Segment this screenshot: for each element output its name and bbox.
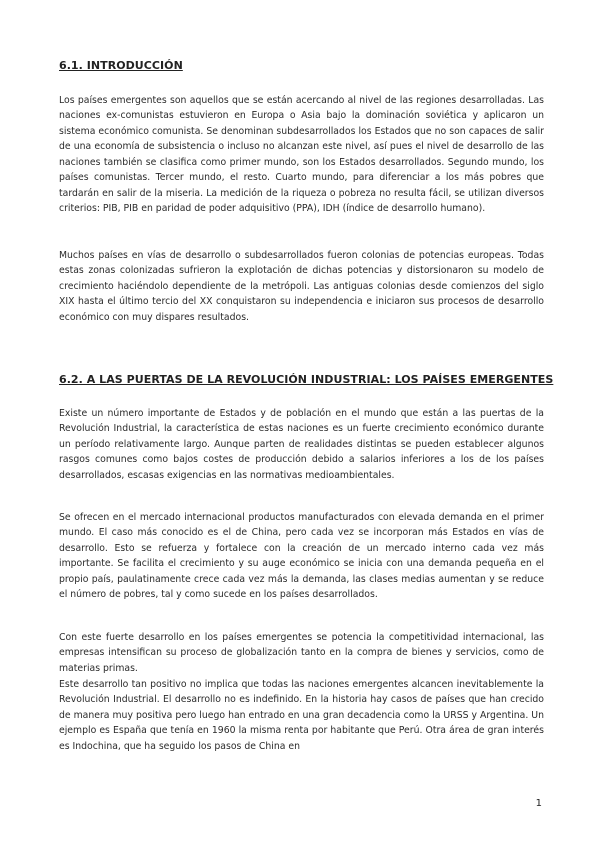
paragraph-intro-1: Los países emergentes son aquellos que se están acercando al nivel de las regiones desarrolladas. Las naciones ex-comunistas estuvieron en Europa o Asia bajo la dominación soviética y aplicaron un sistema económico comunista. Se denominan subdesarrollados los Estados que no son capaces de salir de una economía de subsistencia o incluso no alcanzan este nivel, así pues el nivel de desarrollo de las naciones también se clasifica como primer mundo, son los Estados desarrollados. Segundo mundo, los países comunistas. Tercer mundo, el resto. Cuarto mundo, para diferenciar a los más pobres que tardarán en salir de la miseria. La medición de la riqueza o pobreza no resulta fácil, se utilizan diversos criterios: PIB, PIB en paridad de poder adquisitivo (PPA), IDH (índice de desarrollo humano). — [59, 95, 544, 215]
section-heading-revolucion-industrial: 6.2. A LAS PUERTAS DE LA REVOLUCIÓN INDUSTRIAL: LOS PAÍSES EMERGENTES — [59, 373, 554, 386]
paragraph-emergentes-1: Existe un número importante de Estados y de población en el mundo que están a las puertas de la Revolución Industrial, la característica de estas naciones es un fuerte crecimiento económico durante un período relativamente largo. Aunque parten de realidades distintas se pueden establecer algunos rasgos comunes como bajos costes de producción debido a salarios inferiores a los de los países desarrollados, escasas exigencias en las normativas medioambientales. — [59, 408, 544, 481]
paragraph-emergentes-3: Con este fuerte desarrollo en los países emergentes se potencia la competitividad internacional, las empresas intensifican su proceso de globalización tanto en la compra de bienes y servicios, como de materias primas. — [59, 632, 544, 674]
paragraph-emergentes-2: Se ofrecen en el mercado internacional productos manufacturados con elevada demanda en el primer mundo. El caso más conocido es el de China, pero cada vez se incorporan más Estados en vías de desarrollo. Esto se refuerza y fortalece con la creación de un mercado interno cada vez más importante. Se facilita el crecimiento y su auge económico se inicia con una demanda pequeña en el propio país, paulatinamente crece cada vez más la demanda, las clases medias aumentan y se reduce el número de pobres, tal y como sucede en los países desarrollados. — [59, 512, 544, 601]
paragraph-emergentes-4: Este desarrollo tan positivo no implica que todas las naciones emergentes alcancen inevitablemente la Revolución Industrial. El desarrollo no es indefinido. En la historia hay casos de países que han crecido de manera muy positiva pero luego han entrado en una gran decadencia como la URSS y Argentina. Un ejemplo es España que tenía en 1960 la misma renta por habitante que Perú. Otra área de gran interés es Indochina, que ha seguido los pasos de China en — [59, 679, 544, 752]
paragraph-intro-2: Muchos países en vías de desarrollo o subdesarrollados fueron colonias de potencias europeas. Todas estas zonas colonizadas sufrieron la explotación de dichas potencias y distorsionaron su modelo de crecimiento haciéndolo dependiente de la metrópoli. Las antiguas colonias desde comienzos del siglo XIX hasta el último tercio del XX conquistaron su independencia e iniciaron sus procesos de desarrollo económico con muy dispares resultados. — [59, 250, 544, 323]
section-heading-introduccion: 6.1. INTRODUCCIÓN — [59, 59, 183, 72]
page-number: 1 — [535, 798, 542, 809]
